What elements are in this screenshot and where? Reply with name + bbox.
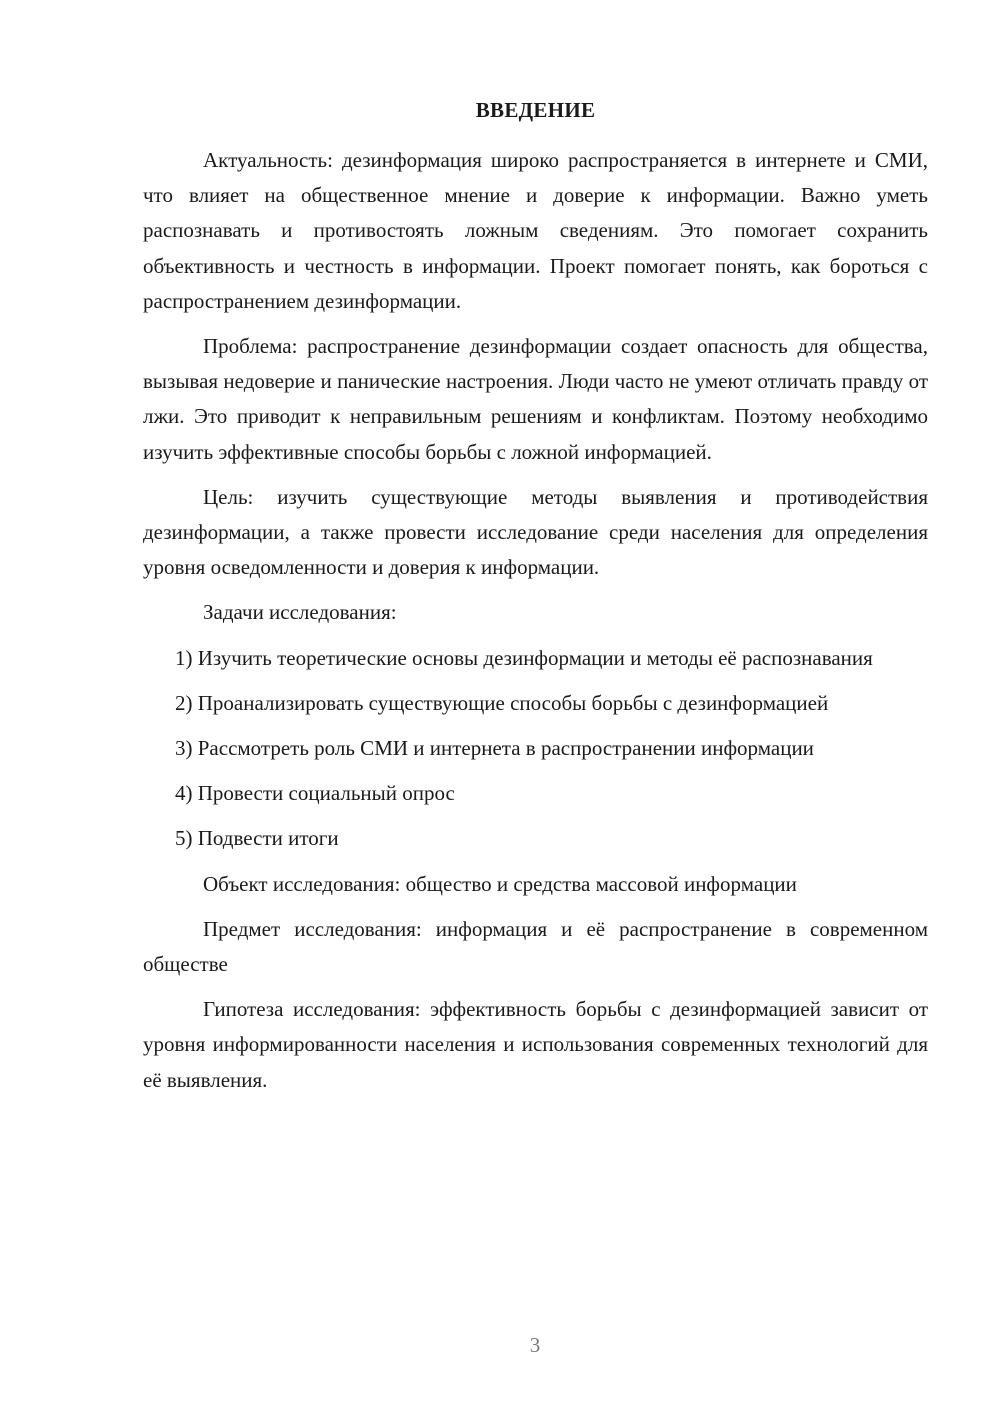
task-item-4: 4) Провести социальный опрос <box>175 781 455 806</box>
paragraph-problem: Проблема: распространение дезинформации создает опасность для общества, вызывая недоверие и панические настроения. Люди часто не умеют отличать правду от лжи. Это приводит к неправильным решениям и конфликтам. Поэтому необходимо изучить эффективные способы борьбы с ложной информацией. <box>143 334 928 464</box>
paragraph-goal: Цель: изучить существующие методы выявления и противодействия дезинформации, а также провести исследование среди населения для определения уровня осведомленности и доверия к информации. <box>143 484 928 580</box>
tasks-heading: Задачи исследования: <box>203 600 397 625</box>
page-title: ВВЕДЕНИЕ <box>475 98 596 122</box>
document-page <box>143 95 928 1108</box>
task-item-2: 2) Проанализировать существующие способы борьбы с дезинформацией <box>175 690 829 715</box>
page-number: 3 <box>529 1333 541 1357</box>
paragraph-object: Объект исследования: общество и средства массовой информации <box>203 871 797 896</box>
task-item-5: 5) Подвести итоги <box>175 826 339 851</box>
paragraph-hypothesis: Гипотеза исследования: эффективность борьбы с дезинформацией зависит от уровня информированности населения и использования современных технологий для её выявления. <box>143 997 928 1092</box>
paragraph-subject: Предмет исследования: информация и её распространение в современном обществе <box>143 916 928 977</box>
paragraph-relevance: Актуальность: дезинформация широко распространяется в интернете и СМИ, что влияет на общественное мнение и доверие к информации. Важно уметь распознавать и противостоять ложным сведениям. Это помогает сохранить объективность и честность в информации. Проект помогает понять, как бороться с распространением дезинформации. <box>143 148 928 313</box>
task-item-1: 1) Изучить теоретические основы дезинформации и методы её распознавания <box>175 645 873 670</box>
task-item-3: 3) Рассмотреть роль СМИ и интернета в распространении информации <box>175 736 814 761</box>
